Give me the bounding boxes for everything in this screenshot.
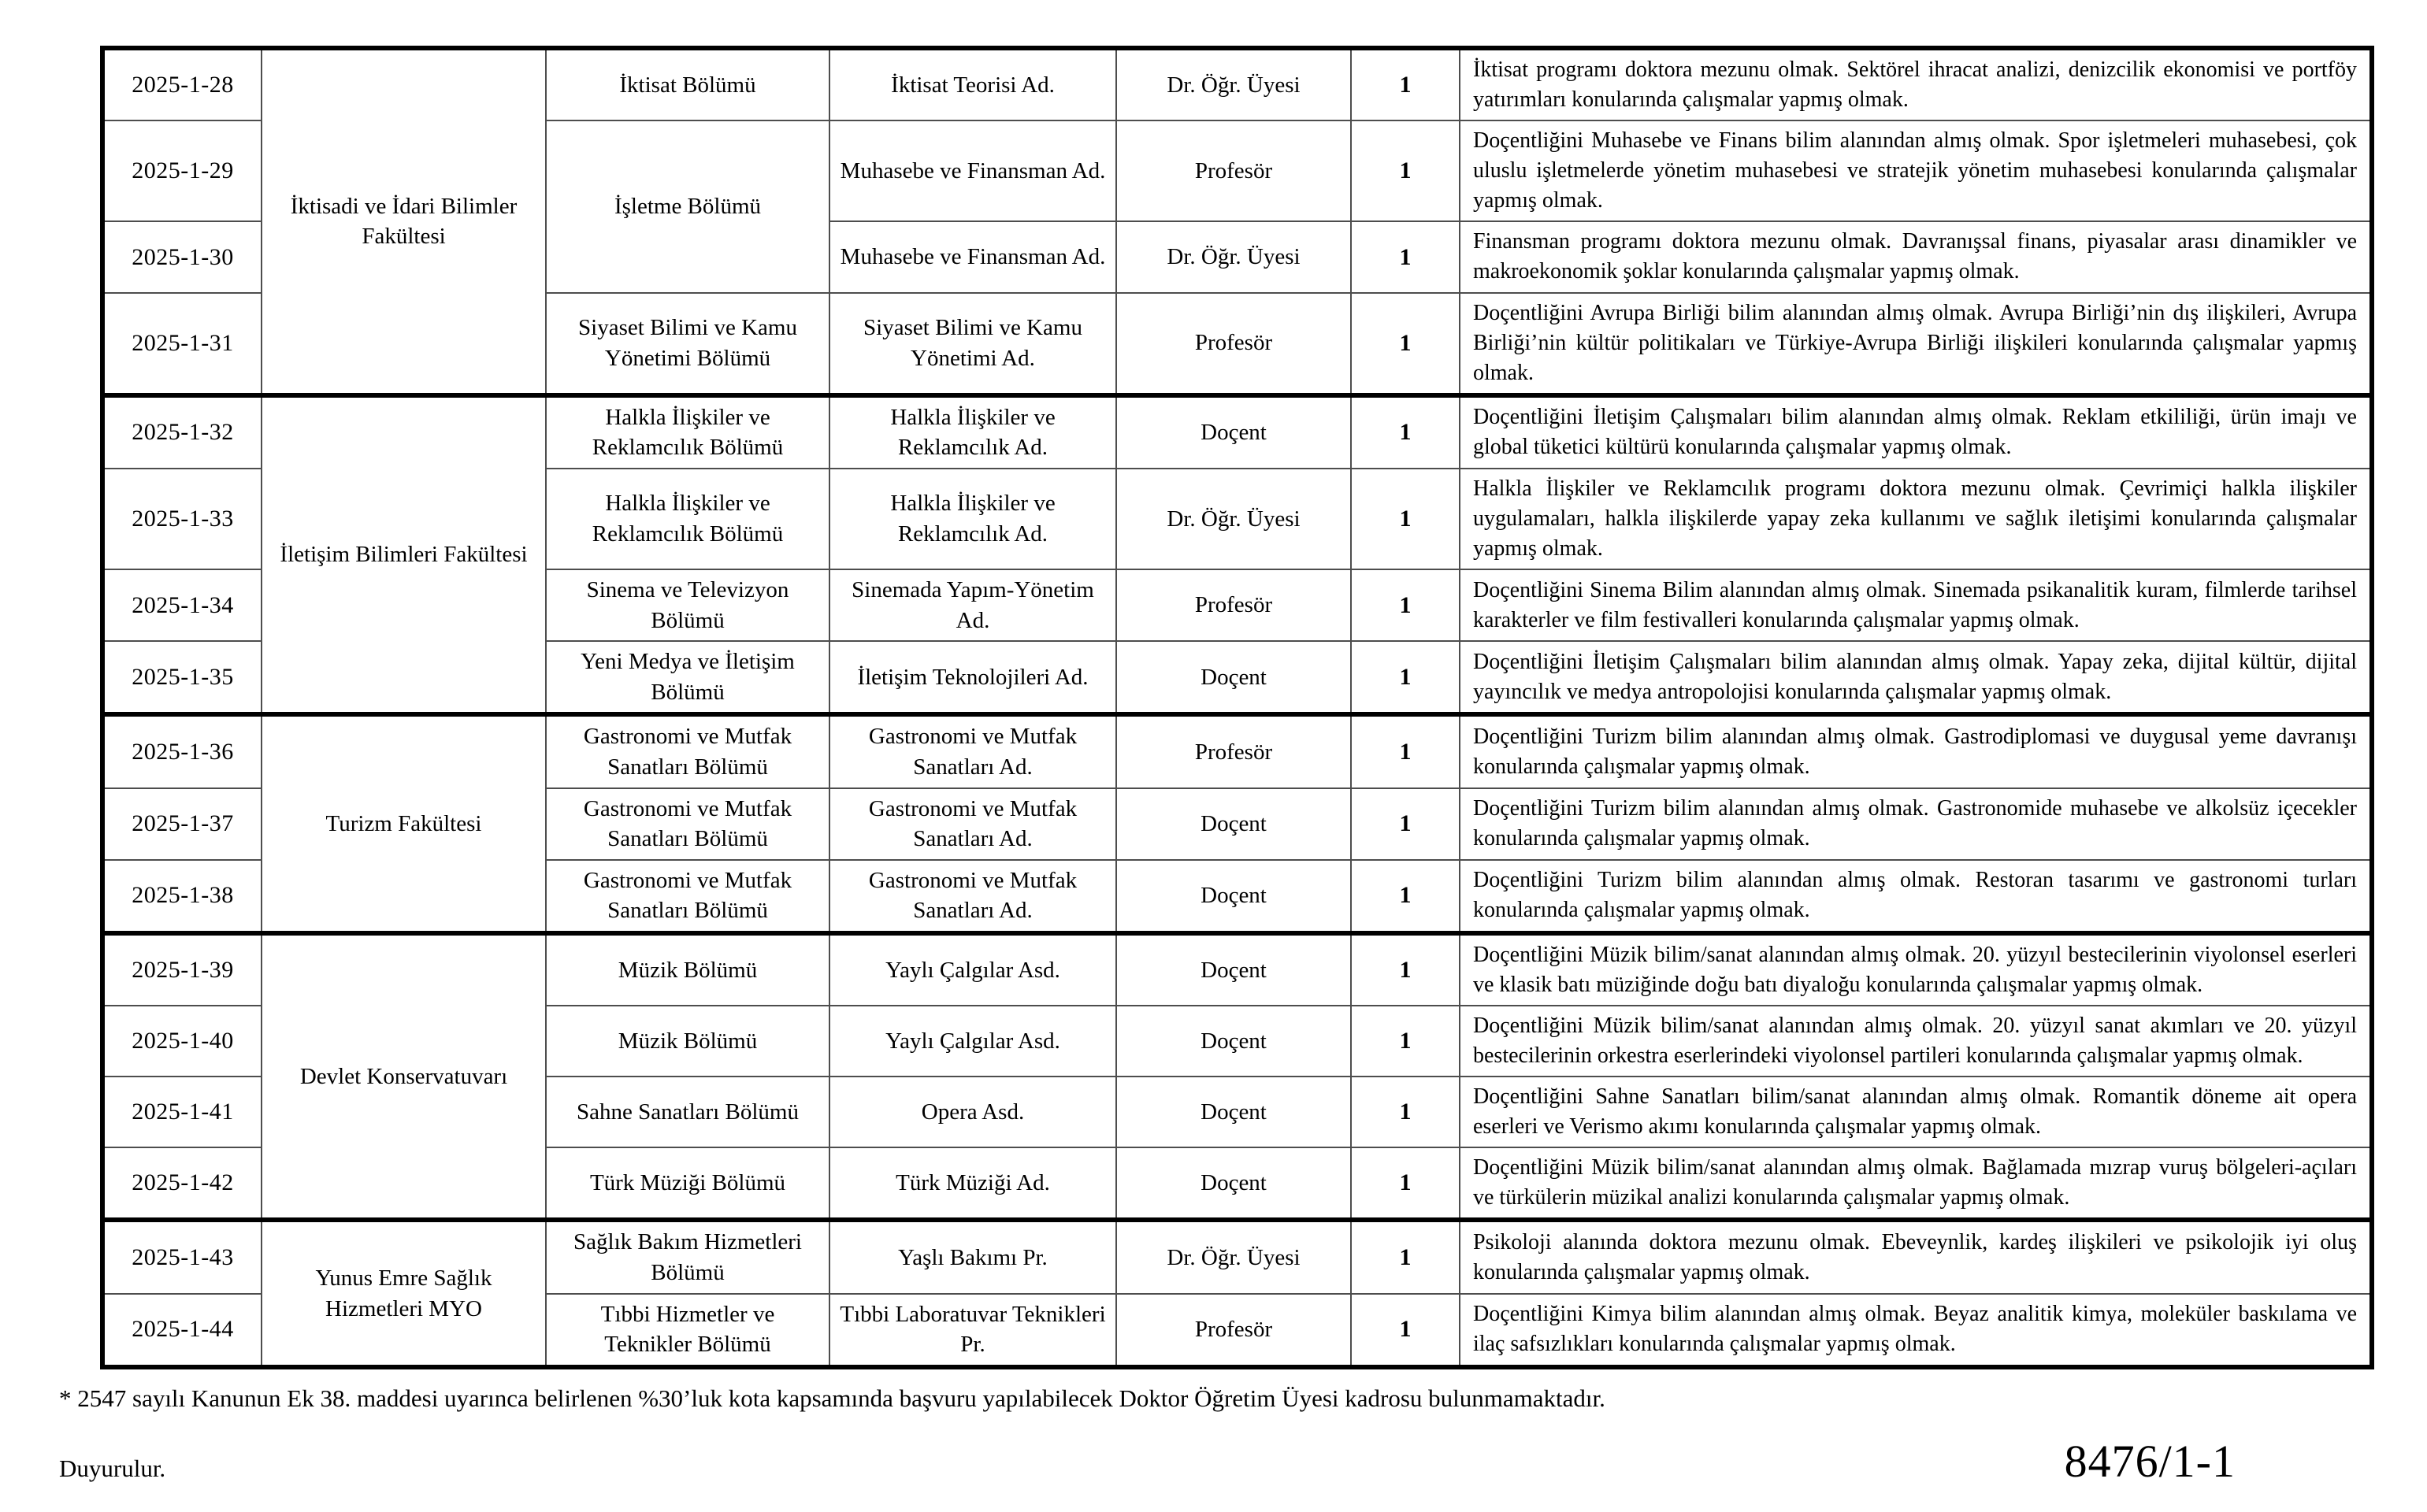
row-number-cell: 2025-1-32 (102, 395, 262, 469)
row-number-cell: 2025-1-43 (102, 1220, 262, 1293)
row-number-cell: 2025-1-29 (102, 120, 262, 221)
positions-table-body (102, 48, 2372, 1367)
closing-text: Duyurulur. (59, 1455, 166, 1483)
program-cell: Gastronomi ve Mutfak Sanatları Ad. (829, 714, 1116, 788)
row-number-cell: 2025-1-40 (102, 1006, 262, 1077)
program-cell: Yaylı Çalgılar Asd. (829, 933, 1116, 1006)
title-cell: Doçent (1116, 933, 1351, 1006)
row-number-cell: 2025-1-33 (102, 469, 262, 569)
requirement-cell: Doçentliğini Müzik bilim/sanat alanından almış olmak. 20. yüzyıl sanat akımları ve 20. yüzyıl bestecilerinin orkestra eserlerindeki viyolonsel partileri konularında çalışmalar yapmış olmak. (1460, 1006, 2372, 1077)
program-cell: Yaşlı Bakımı Pr. (829, 1220, 1116, 1293)
title-cell: Dr. Öğr. Üyesi (1116, 221, 1351, 292)
program-cell: Muhasebe ve Finansman Ad. (829, 120, 1116, 221)
requirement-cell: Doçentliğini Müzik bilim/sanat alanından almış olmak. 20. yüzyıl bestecilerinin viyolonsel eserleri ve klasik batı müziğinde doğu batı diyaloğu konularında çalışmalar yapmış olmak. (1460, 933, 2372, 1006)
requirement-cell: Doçentliğini Sahne Sanatları bilim/sanat alanından almış olmak. Romantik döneme ait opera eserleri ve Verismo akımı konularında çalışmalar yapmış olmak. (1460, 1077, 2372, 1147)
department-cell: Halkla İlişkiler ve Reklamcılık Bölümü (546, 395, 829, 469)
department-cell: Müzik Bölümü (546, 933, 829, 1006)
count-cell: 1 (1351, 641, 1460, 714)
requirement-cell: Doçentliğini Kimya bilim alanından almış olmak. Beyaz analitik kimya, moleküler baskılama ve ilaç safsızlıkları konularında çalışmalar yapmış olmak. (1460, 1294, 2372, 1367)
title-cell: Profesör (1116, 1294, 1351, 1367)
requirement-cell: Doçentliğini Muhasebe ve Finans bilim alanından almış olmak. Spor işletmeleri muhasebesi, çok uluslu işletmelerde yönetim muhasebesi ve stratejik yönetim muhasebesi konularında çalışmalar yapmış olmak. (1460, 120, 2372, 221)
positions-table (100, 46, 2374, 1369)
bottom-row (59, 1435, 2369, 1488)
count-cell: 1 (1351, 395, 1460, 469)
row-number-cell: 2025-1-36 (102, 714, 262, 788)
count-cell: 1 (1351, 469, 1460, 569)
program-cell: Opera Asd. (829, 1077, 1116, 1147)
count-cell: 1 (1351, 48, 1460, 120)
requirement-cell: Doçentliğini Turizm bilim alanından almış olmak. Gastrodiplomasi ve duygusal yeme davranışı konularında çalışmalar yapmış olmak. (1460, 714, 2372, 788)
faculty-cell: İletişim Bilimleri Fakültesi (262, 395, 546, 715)
row-number-cell: 2025-1-37 (102, 788, 262, 860)
department-cell: Sahne Sanatları Bölümü (546, 1077, 829, 1147)
row-number-cell: 2025-1-35 (102, 641, 262, 714)
title-cell: Doçent (1116, 395, 1351, 469)
department-cell: Türk Müziği Bölümü (546, 1147, 829, 1220)
department-cell: Gastronomi ve Mutfak Sanatları Bölümü (546, 714, 829, 788)
department-cell: Gastronomi ve Mutfak Sanatları Bölümü (546, 860, 829, 933)
title-cell: Doçent (1116, 1147, 1351, 1220)
row-number-cell: 2025-1-41 (102, 1077, 262, 1147)
table-row (102, 714, 2372, 788)
requirement-cell: Psikoloji alanında doktora mezunu olmak. Ebeveynlik, kardeş ilişkileri ve psikolojik iyi oluş konularında çalışmalar yapmış olmak. (1460, 1220, 2372, 1293)
title-cell: Doçent (1116, 641, 1351, 714)
program-cell: İktisat Teorisi Ad. (829, 48, 1116, 120)
program-cell: Tıbbi Laboratuvar Teknikleri Pr. (829, 1294, 1116, 1367)
requirement-cell: Doçentliğini Avrupa Birliği bilim alanından almış olmak. Avrupa Birliği’nin dış ilişkileri, Avrupa Birliği’nin kültür politikaları ve Türkiye-Avrupa Birliği ilişkileri konularında çalışmalar yapmış olmak. (1460, 293, 2372, 395)
requirement-cell: Halkla İlişkiler ve Reklamcılık programı doktora mezunu olmak. Çevrimiçi halkla ilişkiler uygulamaları, halkla ilişkilerde yapay zeka kullanımı ve sağlık iletişimi konularında çalışmalar yapmış olmak. (1460, 469, 2372, 569)
requirement-cell: Doçentliğini Turizm bilim alanından almış olmak. Gastronomide muhasebe ve alkolsüz içecekler konularında çalışmalar yapmış olmak. (1460, 788, 2372, 860)
title-cell: Doçent (1116, 860, 1351, 933)
count-cell: 1 (1351, 293, 1460, 395)
program-cell: Gastronomi ve Mutfak Sanatları Ad. (829, 860, 1116, 933)
department-cell: Müzik Bölümü (546, 1006, 829, 1077)
row-number-cell: 2025-1-30 (102, 221, 262, 292)
faculty-cell: Devlet Konservatuvarı (262, 933, 546, 1221)
requirement-cell: Doçentliğini İletişim Çalışmaları bilim alanından almış olmak. Yapay zeka, dijital kültür, dijital yayıncılık ve medya antropolojisi konularında çalışmalar yapmış olmak. (1460, 641, 2372, 714)
count-cell: 1 (1351, 1077, 1460, 1147)
department-cell: İktisat Bölümü (546, 48, 829, 120)
program-cell: İletişim Teknolojileri Ad. (829, 641, 1116, 714)
footnote: * 2547 sayılı Kanunun Ek 38. maddesi uyarınca belirlenen %30’luk kota kapsamında başvuru yapılabilecek Doktor Öğretim Üyesi kadrosu bulunmamaktadır. (59, 1384, 1605, 1412)
title-cell: Profesör (1116, 714, 1351, 788)
count-cell: 1 (1351, 1006, 1460, 1077)
count-cell: 1 (1351, 933, 1460, 1006)
program-cell: Sinemada Yapım-Yönetim Ad. (829, 569, 1116, 641)
count-cell: 1 (1351, 120, 1460, 221)
row-number-cell: 2025-1-34 (102, 569, 262, 641)
row-number-cell: 2025-1-38 (102, 860, 262, 933)
row-number-cell: 2025-1-44 (102, 1294, 262, 1367)
requirement-cell: Doçentliğini Müzik bilim/sanat alanından almış olmak. Bağlamada mızrap vuruş bölgeleri-açıları ve türkülerin müzikal analizi konularında çalışmalar yapmış olmak. (1460, 1147, 2372, 1220)
title-cell: Doçent (1116, 1006, 1351, 1077)
department-cell: Halkla İlişkiler ve Reklamcılık Bölümü (546, 469, 829, 569)
title-cell: Dr. Öğr. Üyesi (1116, 1220, 1351, 1293)
program-cell: Türk Müziği Ad. (829, 1147, 1116, 1220)
department-cell: Siyaset Bilimi ve Kamu Yönetimi Bölümü (546, 293, 829, 395)
row-number-cell: 2025-1-28 (102, 48, 262, 120)
table-row (102, 1220, 2372, 1293)
requirement-cell: Doçentliğini İletişim Çalışmaları bilim alanından almış olmak. Reklam etkililiği, ürün imajı ve global tüketici kültürü konularında çalışmalar yapmış olmak. (1460, 395, 2372, 469)
requirement-cell: Doçentliğini Sinema Bilim alanından almış olmak. Sinemada psikanalitik kuram, filmlerde tarihsel karakterler ve film festivalleri konularında çalışmalar yapmış olmak. (1460, 569, 2372, 641)
department-cell: Yeni Medya ve İletişim Bölümü (546, 641, 829, 714)
department-cell: Gastronomi ve Mutfak Sanatları Bölümü (546, 788, 829, 860)
table-row (102, 933, 2372, 1006)
title-cell: Doçent (1116, 1077, 1351, 1147)
title-cell: Dr. Öğr. Üyesi (1116, 48, 1351, 120)
title-cell: Profesör (1116, 569, 1351, 641)
count-cell: 1 (1351, 569, 1460, 641)
count-cell: 1 (1351, 860, 1460, 933)
count-cell: 1 (1351, 1147, 1460, 1220)
count-cell: 1 (1351, 714, 1460, 788)
table-row (102, 48, 2372, 120)
program-cell: Halkla İlişkiler ve Reklamcılık Ad. (829, 469, 1116, 569)
title-cell: Doçent (1116, 788, 1351, 860)
count-cell: 1 (1351, 221, 1460, 292)
program-cell: Halkla İlişkiler ve Reklamcılık Ad. (829, 395, 1116, 469)
department-cell: Sağlık Bakım Hizmetleri Bölümü (546, 1220, 829, 1293)
row-number-cell: 2025-1-31 (102, 293, 262, 395)
faculty-cell: Turizm Fakültesi (262, 714, 546, 932)
table-row (102, 395, 2372, 469)
row-number-cell: 2025-1-39 (102, 933, 262, 1006)
program-cell: Yaylı Çalgılar Asd. (829, 1006, 1116, 1077)
program-cell: Gastronomi ve Mutfak Sanatları Ad. (829, 788, 1116, 860)
program-cell: Siyaset Bilimi ve Kamu Yönetimi Ad. (829, 293, 1116, 395)
department-cell: Tıbbi Hizmetler ve Teknikler Bölümü (546, 1294, 829, 1367)
faculty-cell: İktisadi ve İdari Bilimler Fakültesi (262, 48, 546, 395)
count-cell: 1 (1351, 1220, 1460, 1293)
title-cell: Profesör (1116, 293, 1351, 395)
department-cell: Sinema ve Televizyon Bölümü (546, 569, 829, 641)
title-cell: Profesör (1116, 120, 1351, 221)
row-number-cell: 2025-1-42 (102, 1147, 262, 1220)
requirement-cell: İktisat programı doktora mezunu olmak. Sektörel ihracat analizi, denizcilik ekonomisi ve portföy yatırımları konularında çalışmalar yapmış olmak. (1460, 48, 2372, 120)
program-cell: Muhasebe ve Finansman Ad. (829, 221, 1116, 292)
title-cell: Dr. Öğr. Üyesi (1116, 469, 1351, 569)
faculty-cell: Yunus Emre Sağlık Hizmetleri MYO (262, 1220, 546, 1366)
count-cell: 1 (1351, 1294, 1460, 1367)
requirement-cell: Finansman programı doktora mezunu olmak. Davranışsal finans, piyasalar arası dinamikler ve makroekonomik şoklar konularında çalışmalar yapmış olmak. (1460, 221, 2372, 292)
count-cell: 1 (1351, 788, 1460, 860)
page-reference: 8476/1-1 (2064, 1436, 2236, 1488)
requirement-cell: Doçentliğini Turizm bilim alanından almış olmak. Restoran tasarımı ve gastronomi turları konularında çalışmalar yapmış olmak. (1460, 860, 2372, 933)
department-cell: İşletme Bölümü (546, 120, 829, 292)
